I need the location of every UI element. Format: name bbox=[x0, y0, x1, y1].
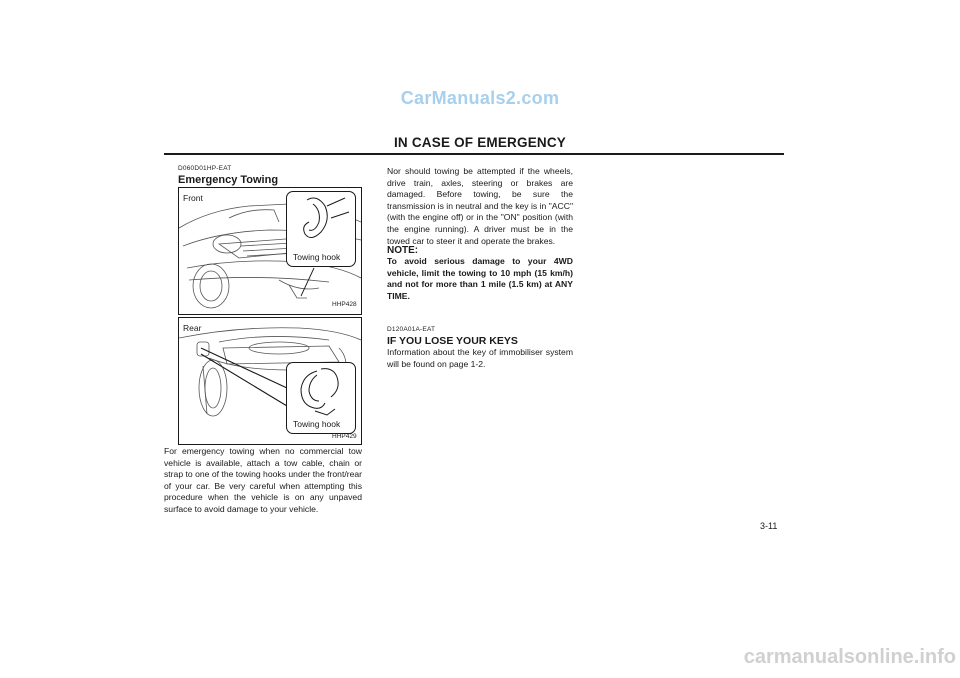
section-code: D060D01HP-EAT bbox=[178, 165, 232, 172]
front-hook-callout bbox=[286, 191, 356, 267]
towing-hook-icon bbox=[287, 363, 355, 421]
figure-rear bbox=[178, 317, 362, 445]
section-heading-2: IF YOU LOSE YOUR KEYS bbox=[387, 335, 518, 347]
note-text: To avoid serious damage to your 4WD vehicle, limit the towing to 10 mph (15 km/h) and not for more than 1 mile (1.5 km) at ANY TIME. bbox=[387, 256, 573, 301]
header-rule bbox=[164, 153, 784, 155]
figure-rear-code: HHP429 bbox=[332, 433, 357, 440]
figure-front bbox=[178, 187, 362, 315]
figure-front-label: Front bbox=[183, 193, 203, 203]
towing-body-text: For emergency towing when no commercial tow vehicle is available, attach a tow cable, chain or strap to one of the towing hooks under the front/rear of your car. Be very careful when attempting this procedure when the vehicle is on any unpaved surface to avoid damage to your vehicle. bbox=[164, 446, 362, 514]
figure-front-code: HHP428 bbox=[332, 301, 357, 308]
watermark-bottom: carmanualsonline.info bbox=[743, 646, 956, 668]
front-hook-label: Towing hook bbox=[293, 252, 341, 262]
figure-rear-label: Rear bbox=[183, 323, 202, 333]
note-heading: NOTE: bbox=[387, 245, 419, 256]
watermark-top: CarManuals2.com bbox=[400, 88, 560, 108]
section-code-2: D120A01A-EAT bbox=[387, 326, 436, 333]
page-number: 3-11 bbox=[760, 521, 778, 531]
towing-caution-text: Nor should towing be attempted if the wheels, drive train, axles, steering or brakes are damaged. Before towing, be sure the transmission is in neutral and the key is in "ACC" (with the engine off) or in the "ON" position (with the engine running). A driver must be in the towed car to steer it and operate the brakes. bbox=[387, 166, 573, 246]
section-header: IN CASE OF EMERGENCY bbox=[393, 135, 567, 150]
section-heading: Emergency Towing bbox=[178, 174, 279, 186]
towing-hook-icon bbox=[287, 192, 355, 252]
rear-hook-callout bbox=[286, 362, 356, 434]
rear-hook-label: Towing hook bbox=[293, 419, 341, 429]
lost-keys-text: Information about the key of immobiliser system will be found on page 1-2. bbox=[387, 347, 573, 369]
